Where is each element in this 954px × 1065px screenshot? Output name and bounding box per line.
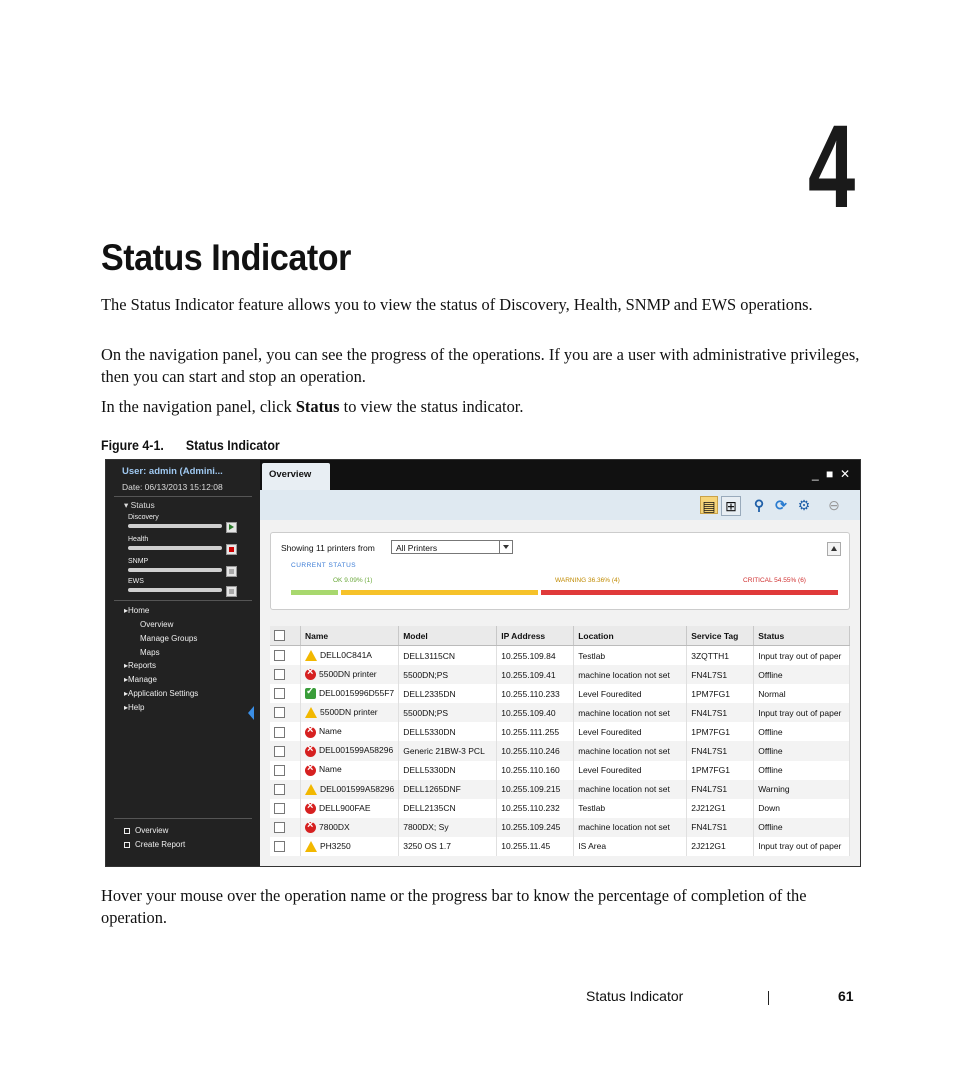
cell-ip-address: 10.255.109.40 <box>497 703 574 722</box>
cell-name: ×Name <box>301 761 399 780</box>
table-row[interactable] <box>270 799 850 818</box>
cell-name: DELL0C841A <box>301 646 399 666</box>
column-header-ip[interactable]: IP Address <box>497 626 574 646</box>
row-checkbox[interactable] <box>274 746 285 757</box>
cell-model: DELL1265DNF <box>399 780 497 799</box>
nav-item-application-settings[interactable]: ▸Application Settings <box>124 689 199 698</box>
chevron-right-icon: ▸ <box>124 689 129 698</box>
cell-location: machine location not set <box>574 665 687 684</box>
cell-service-tag: FN4L7S1 <box>687 665 754 684</box>
table-row[interactable] <box>270 722 850 741</box>
ok-status-label: OK 9.09% (1) <box>333 577 373 584</box>
page-number: 61 <box>838 988 854 1004</box>
row-checkbox[interactable] <box>274 688 285 699</box>
chevron-down-icon <box>499 541 512 553</box>
cell-status: Offline <box>754 722 850 741</box>
critical-icon <box>305 765 316 776</box>
cell-status: Warning <box>754 780 850 799</box>
cell-model: Generic 21BW-3 PCL <box>399 741 497 760</box>
printer-group-select[interactable]: All Printers <box>391 540 513 554</box>
table-row[interactable] <box>270 741 850 760</box>
bottom-link-create-report[interactable]: Create Report <box>124 840 185 849</box>
intro-paragraph: The Status Indicator feature allows you to view the status of Discovery, Health, SNMP and EWS operations. <box>101 295 813 314</box>
health-progress-bar[interactable] <box>128 546 222 550</box>
operation-discovery-label[interactable]: Discovery <box>128 514 159 521</box>
row-checkbox[interactable] <box>274 803 285 814</box>
stop-icon[interactable] <box>226 544 237 555</box>
column-header-status[interactable]: Status <box>754 626 850 646</box>
cell-model: DELL5330DN <box>399 722 497 741</box>
cell-ip-address: 10.255.109.84 <box>497 646 574 666</box>
cell-location: machine location not set <box>574 703 687 722</box>
chapter-title: Status Indicator <box>101 237 351 278</box>
cell-name: ✓DEL0015996D55F7 <box>301 684 399 703</box>
search-icon[interactable]: ⚲ <box>753 497 765 513</box>
cell-status: Input tray out of paper <box>754 646 850 666</box>
list-view-icon[interactable]: ▤ <box>700 496 718 514</box>
tab-overview[interactable]: Overview <box>262 463 330 490</box>
minimize-icon[interactable]: _ <box>812 467 819 481</box>
footer-divider <box>768 991 769 1005</box>
table-header-row <box>270 626 850 646</box>
nav-item-manage[interactable]: ▸Manage <box>124 675 157 684</box>
ok-check-icon <box>305 688 316 699</box>
close-icon[interactable]: ✕ <box>840 467 851 481</box>
nav-item-manage-groups[interactable]: Manage Groups <box>140 634 198 643</box>
figure-caption: Figure 4-1. Status Indicator <box>101 438 280 453</box>
cell-model: 3250 OS 1.7 <box>399 837 497 856</box>
nav-item-reports[interactable]: ▸Reports <box>124 661 157 670</box>
navigation-panel <box>106 460 260 866</box>
nav-item-overview[interactable]: Overview <box>140 620 174 629</box>
bottom-link-overview[interactable]: Overview <box>124 826 168 835</box>
filter-panel <box>270 532 850 610</box>
link-icon <box>124 842 130 848</box>
row-checkbox[interactable] <box>274 822 285 833</box>
refresh-icon[interactable]: ⟳ <box>775 497 787 513</box>
row-checkbox-cell[interactable] <box>270 703 301 722</box>
cell-service-tag: 1PM7FG1 <box>687 684 754 703</box>
cell-name: ×7800DX <box>301 818 399 837</box>
filter-label: Showing 11 printers from <box>281 543 375 553</box>
toolbar <box>260 490 860 520</box>
cell-ip-address: 10.255.111.255 <box>497 722 574 741</box>
cell-status: Input tray out of paper <box>754 703 850 722</box>
collapse-panel-icon[interactable] <box>248 706 254 720</box>
warning-status-label: WARNING 36.36% (4) <box>555 577 620 584</box>
cell-model: 5500DN;PS <box>399 703 497 722</box>
row-checkbox[interactable] <box>274 650 285 661</box>
cell-ip-address: 10.255.110.160 <box>497 761 574 780</box>
divider <box>114 818 252 819</box>
cell-status: Down <box>754 799 850 818</box>
status-tree-item[interactable]: ▾ Status <box>124 500 155 510</box>
row-checkbox-cell[interactable] <box>270 799 301 818</box>
cell-location: Level Fouredited <box>574 684 687 703</box>
divider <box>114 496 252 497</box>
operation-snmp-label[interactable]: SNMP <box>128 558 149 565</box>
cell-name: DEL001599A58296 <box>301 780 399 799</box>
row-checkbox[interactable] <box>274 707 285 718</box>
cell-status: Offline <box>754 665 850 684</box>
cell-service-tag: FN4L7S1 <box>687 818 754 837</box>
critical-status-bar[interactable] <box>541 590 838 595</box>
link-icon <box>124 828 130 834</box>
cell-model: DELL2335DN <box>399 684 497 703</box>
row-checkbox-cell[interactable] <box>270 761 301 780</box>
main-area <box>260 460 860 866</box>
cell-name: 5500DN printer <box>301 703 399 722</box>
cell-name: PH3250 <box>301 837 399 856</box>
cell-model: DELL2135CN <box>399 799 497 818</box>
maximize-icon[interactable]: ■ <box>826 467 834 481</box>
chevron-right-icon: ▸ <box>124 606 129 615</box>
cell-location: Level Fouredited <box>574 761 687 780</box>
row-checkbox[interactable] <box>274 784 285 795</box>
cell-location: Testlab <box>574 646 687 666</box>
column-header-location[interactable]: Location <box>574 626 687 646</box>
select-all-checkbox[interactable] <box>274 630 285 641</box>
column-header-name[interactable]: Name <box>301 626 399 646</box>
chevron-right-icon: ▸ <box>124 675 129 684</box>
warning-icon <box>305 841 317 852</box>
row-checkbox-cell[interactable] <box>270 741 301 760</box>
footer-section-title: Status Indicator <box>586 988 684 1004</box>
stop-icon[interactable] <box>226 586 237 597</box>
critical-status-label: CRITICAL 54.55% (6) <box>743 577 806 584</box>
discovery-progress-bar[interactable] <box>128 524 222 528</box>
row-checkbox-cell[interactable] <box>270 665 301 684</box>
chevron-right-icon: ▸ <box>124 661 129 670</box>
status-term: Status <box>295 397 340 416</box>
table-row[interactable] <box>270 837 850 856</box>
nav-item-home[interactable]: ▸Home <box>124 606 150 615</box>
cell-service-tag: 2J212G1 <box>687 837 754 856</box>
collapse-up-icon[interactable] <box>827 542 841 556</box>
row-checkbox[interactable] <box>274 841 285 852</box>
row-checkbox[interactable] <box>274 669 285 680</box>
cell-name: ×Name <box>301 722 399 741</box>
column-header-service-tag[interactable]: Service Tag <box>687 626 754 646</box>
cell-service-tag: FN4L7S1 <box>687 703 754 722</box>
table-row[interactable] <box>270 761 850 780</box>
cell-name: ×DEL001599A58296 <box>301 741 399 760</box>
table-row[interactable] <box>270 780 850 799</box>
stop-icon[interactable] <box>226 566 237 577</box>
chevron-down-icon: ▾ <box>124 500 131 510</box>
critical-icon <box>305 727 316 738</box>
table-row[interactable] <box>270 818 850 837</box>
cell-location: Level Fouredited <box>574 722 687 741</box>
chevron-right-icon: ▸ <box>124 703 129 712</box>
cell-name: ×5500DN printer <box>301 665 399 684</box>
row-checkbox-cell[interactable] <box>270 722 301 741</box>
critical-icon <box>305 746 316 757</box>
ok-status-bar[interactable] <box>291 590 338 595</box>
table-row[interactable] <box>270 684 850 703</box>
cell-service-tag: 1PM7FG1 <box>687 722 754 741</box>
cell-ip-address: 10.255.109.215 <box>497 780 574 799</box>
gear-icon[interactable]: ⚙ <box>797 497 811 513</box>
date-label: Date: 06/13/2013 15:12:08 <box>122 482 223 492</box>
row-checkbox[interactable] <box>274 727 285 738</box>
operation-ews-label[interactable]: EWS <box>128 578 144 585</box>
cell-ip-address: 10.255.110.246 <box>497 741 574 760</box>
row-checkbox-cell[interactable] <box>270 780 301 799</box>
nav-item-help[interactable]: ▸Help <box>124 703 145 712</box>
cell-model: DELL3115CN <box>399 646 497 666</box>
warning-icon <box>305 784 317 795</box>
row-checkbox-cell[interactable] <box>270 818 301 837</box>
tile-view-icon[interactable]: ⊞ <box>721 496 741 516</box>
cell-model: 5500DN;PS <box>399 665 497 684</box>
cell-ip-address: 10.255.109.41 <box>497 665 574 684</box>
cell-ip-address: 10.255.109.245 <box>497 818 574 837</box>
cell-name: ×DELL900FAE <box>301 799 399 818</box>
cell-service-tag: 3ZQTTH1 <box>687 646 754 666</box>
cell-service-tag: 1PM7FG1 <box>687 761 754 780</box>
printer-table <box>270 626 850 856</box>
instruction-paragraph: In the navigation panel, click Status to view the status indicator. <box>101 397 524 416</box>
window-titlebar <box>260 460 860 490</box>
critical-icon <box>305 803 316 814</box>
table-row[interactable] <box>270 646 850 666</box>
divider <box>114 600 252 601</box>
row-checkbox-cell[interactable] <box>270 837 301 856</box>
cell-ip-address: 10.255.11.45 <box>497 837 574 856</box>
cell-service-tag: FN4L7S1 <box>687 741 754 760</box>
cell-location: Testlab <box>574 799 687 818</box>
cell-model: 7800DX; Sy <box>399 818 497 837</box>
row-checkbox-cell[interactable] <box>270 646 301 666</box>
snmp-progress-bar[interactable] <box>128 568 222 572</box>
warning-icon <box>305 707 317 718</box>
cell-location: machine location not set <box>574 780 687 799</box>
row-checkbox[interactable] <box>274 765 285 776</box>
hover-paragraph: Hover your mouse over the operation name or the progress bar to know the percentage of completion of the operation. <box>101 886 807 927</box>
user-label: User: admin (Admini... <box>122 466 223 477</box>
cell-model: DELL5330DN <box>399 761 497 780</box>
critical-icon <box>305 822 316 833</box>
cell-status: Offline <box>754 761 850 780</box>
cell-location: machine location not set <box>574 741 687 760</box>
remove-icon[interactable]: ⊖ <box>828 497 840 513</box>
cell-ip-address: 10.255.110.232 <box>497 799 574 818</box>
table-row[interactable] <box>270 703 850 722</box>
cell-ip-address: 10.255.110.233 <box>497 684 574 703</box>
play-icon[interactable] <box>226 522 237 533</box>
column-header-model[interactable]: Model <box>399 626 497 646</box>
cell-service-tag: 2J212G1 <box>687 799 754 818</box>
table-row[interactable] <box>270 665 850 684</box>
nav-item-maps[interactable]: Maps <box>140 648 160 657</box>
cell-status: Offline <box>754 818 850 837</box>
warning-icon <box>305 650 317 661</box>
status-indicator-screenshot <box>105 459 861 867</box>
ews-progress-bar[interactable] <box>128 588 222 592</box>
chapter-number: 4 <box>808 101 854 233</box>
row-checkbox-cell[interactable] <box>270 684 301 703</box>
critical-icon <box>305 669 316 680</box>
cell-location: IS Area <box>574 837 687 856</box>
current-status-label: CURRENT STATUS <box>291 562 357 569</box>
cell-status: Normal <box>754 684 850 703</box>
cell-location: machine location not set <box>574 818 687 837</box>
cell-status: Offline <box>754 741 850 760</box>
cell-service-tag: FN4L7S1 <box>687 780 754 799</box>
operation-health-label[interactable]: Health <box>128 536 149 543</box>
select-all-checkbox-cell[interactable] <box>270 626 301 646</box>
navigation-paragraph: On the navigation panel, you can see the progress of the operations. If you are a user with administrative privileges, then you can start and stop an operation. <box>101 345 860 386</box>
cell-status: Input tray out of paper <box>754 837 850 856</box>
warning-status-bar[interactable] <box>341 590 538 595</box>
